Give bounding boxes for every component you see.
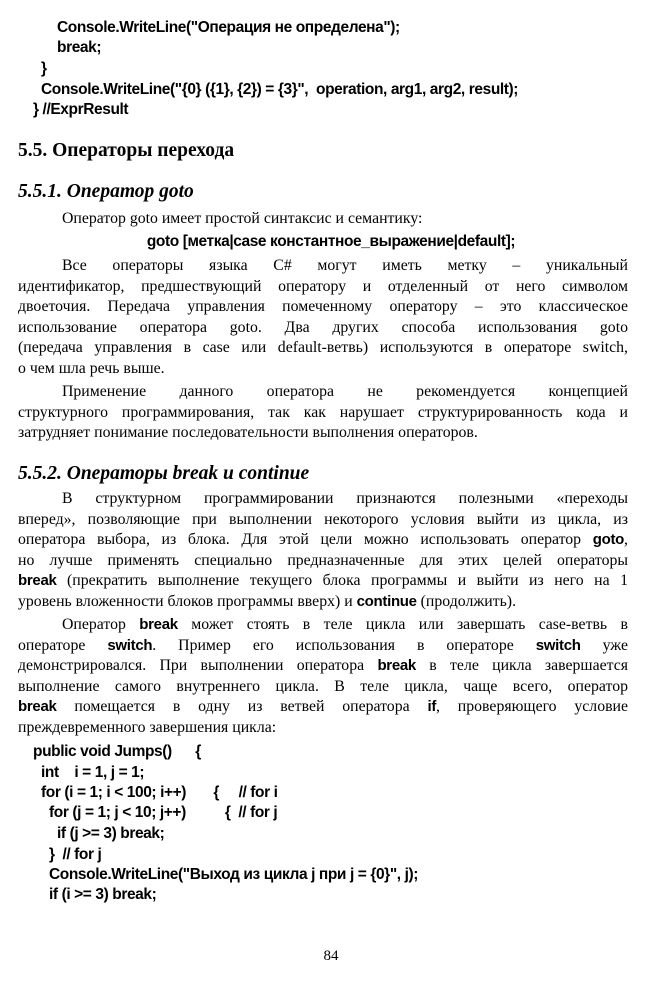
keyword-switch: switch: [107, 636, 153, 654]
keyword-goto: goto: [592, 531, 625, 549]
text-line: вперед», позволяющие при выполнении некоторого условия выйти из цикла, из: [18, 510, 628, 528]
text-line: уровень вложенности блоков программы вверх) и continue (продолжить).: [18, 592, 517, 610]
keyword-switch: switch: [535, 636, 581, 654]
keyword-continue: continue: [356, 592, 417, 610]
goto-paragraph-2: [18, 382, 628, 444]
text-line: (передача управления в case или default-ветвь) используются в операторе switch,: [18, 339, 628, 357]
code-line: Console.WriteLine("{0} ({1}, {2}) = {3}", operation, arg1, arg2, result);: [41, 81, 519, 98]
text-line: преждевременного завершения цикла:: [18, 718, 277, 736]
text-line: использование оператора goto. Два других способа использования goto: [18, 318, 628, 336]
text-line: двоеточия. Передача управления помеченному оператору – это классическое: [18, 298, 628, 316]
code-line: for (i = 1; i < 100; i++) { // for i: [41, 784, 278, 801]
text-line: структурного программирования, так как нарушает структурированность кода и: [18, 403, 628, 421]
page-number: 84: [323, 948, 339, 964]
keyword-break: break: [18, 572, 57, 590]
text-line: о чем шла речь выше.: [18, 359, 165, 377]
goto-paragraph-1: [18, 256, 628, 380]
section-title: 5.5. Операторы перехода: [18, 140, 235, 161]
text-line: Все операторы языка C# могут иметь метку – уникальный: [62, 257, 628, 274]
text-line: выполнение самого внутреннего цикла. В теле цикла, чаще всего, оператор: [18, 677, 628, 695]
text-line: Применение данного оператора не рекомендуется концепцией: [62, 383, 628, 400]
break-paragraph-2: [18, 615, 628, 739]
code-line: Console.WriteLine("Выход из цикла j при j = {0}", j);: [49, 866, 419, 883]
code-line: } //ExprResult: [33, 101, 129, 118]
code-line: Console.WriteLine("Операция не определена");: [57, 19, 400, 36]
code-line: if (j >= 3) break;: [57, 825, 165, 842]
subsection-title-break: 5.5.2. Операторы break и continue: [18, 463, 310, 484]
break-paragraph-1: [18, 489, 628, 613]
text-line: затрудняет понимание последовательности выполнения операторов.: [18, 424, 478, 442]
text-line: break (прекратить выполнение текущего блока программы и выйти из него на 1: [18, 572, 628, 590]
keyword-break: break: [139, 616, 178, 633]
code-line: } // for j: [49, 846, 102, 863]
text-line: break помещается в одну из ветвей оператора if, проверяющего условие: [18, 698, 629, 716]
keyword-if: if: [427, 698, 437, 716]
text-line: Оператор goto имеет простой синтаксис и семантику:: [62, 210, 423, 227]
code-line: for (j = 1; j < 10; j++) { // for j: [49, 804, 278, 821]
text-line: В структурном программировании признаются полезными «переходы: [62, 490, 628, 507]
keyword-break: break: [377, 657, 416, 675]
text-line: идентификатор, предшествующий оператору и отделенный от него символом: [18, 277, 628, 295]
code-line: int i = 1, j = 1;: [41, 764, 145, 781]
code-line: public void Jumps() {: [33, 743, 201, 760]
text-line: оператора выбора, из блока. Для этой цели можно использовать оператор goto,: [18, 531, 628, 549]
code-line: if (i >= 3) break;: [49, 886, 157, 903]
text-line: операторе switch. Пример его использования в операторе switch уже: [18, 636, 629, 654]
code-line: }: [41, 60, 47, 77]
code-line: break;: [57, 39, 102, 56]
keyword-break: break: [18, 698, 57, 716]
goto-intro: [18, 209, 628, 230]
text-line: Оператор break может стоять в теле цикла или завершать case-ветвь в: [62, 616, 628, 633]
text-line: но лучше применять специально предназначенные для этих целей операторы: [18, 551, 628, 569]
text-line: демонстрировался. При выполнении оператора break в теле цикла завершается: [18, 657, 628, 675]
subsection-title-goto: 5.5.1. Оператор goto: [18, 181, 194, 202]
goto-syntax: goto [метка|case константное_выражение|default];: [146, 233, 516, 250]
